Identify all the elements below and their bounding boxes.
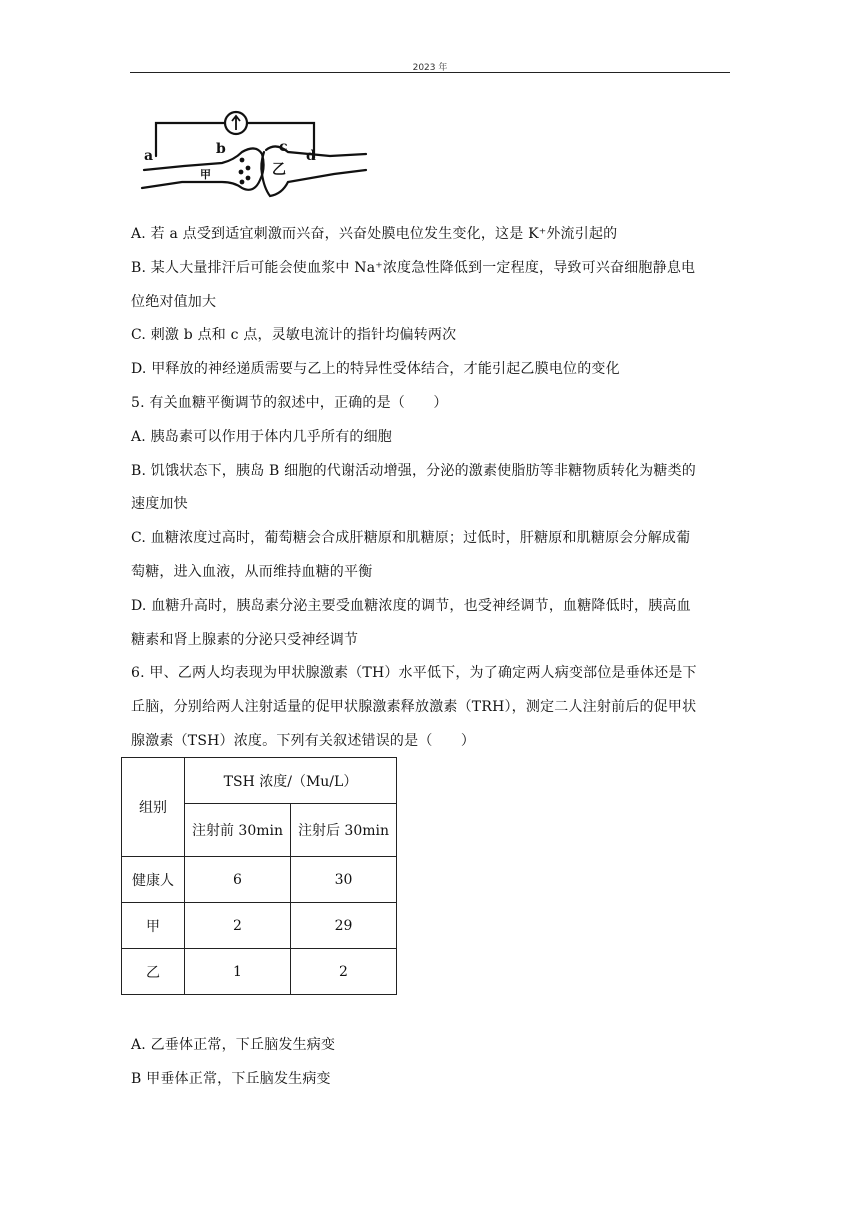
q5-option-a: A. 胰岛素可以作用于体内几乎所有的细胞 xyxy=(131,429,393,445)
q5-option-c-line2: 萄糖，进入血液，从而维持血糖的平衡 xyxy=(131,564,373,580)
q4-option-a: A. 若 a 点受到适宜刺激而兴奋，兴奋处膜电位发生变化，这是 K⁺外流引起的 xyxy=(131,226,618,242)
label-c: c xyxy=(279,139,288,155)
cell-group: 健康人 xyxy=(122,857,185,903)
q6-stem-line3: 腺激素（TSH）浓度。下列有关叙述错误的是（ ） xyxy=(131,733,476,749)
q4-option-b-line2: 位绝对值加大 xyxy=(131,294,217,310)
page-header-year: 2023 年 xyxy=(412,63,448,73)
header-after: 注射后 30min xyxy=(291,804,397,857)
header-before: 注射前 30min xyxy=(185,804,291,857)
q6-option-b: B 甲垂体正常，下丘脑发生病变 xyxy=(131,1071,331,1087)
q5-option-b-line1: B. 饥饿状态下，胰岛 B 细胞的代谢活动增强，分泌的激素使脂肪等非糖物质转化为糖类的 xyxy=(131,463,696,479)
galvanometer-wire-left xyxy=(156,123,224,156)
q4-option-b-line1: B. 某人大量排汗后可能会使血浆中 Na⁺浓度急性降低到一定程度，导致可兴奋细胞静息电 xyxy=(131,260,696,276)
cell-before: 2 xyxy=(185,903,291,949)
synaptic-vesicles xyxy=(239,158,251,185)
q5-option-d-line1: D. 血糖升高时，胰岛素分泌主要受血糖浓度的调节，也受神经调节，血糖降低时，胰高血 xyxy=(131,598,691,614)
header-divider xyxy=(130,72,730,73)
galvanometer-arrow xyxy=(232,116,240,130)
cell-group: 乙 xyxy=(122,949,185,995)
label-yi: 乙 xyxy=(272,162,286,178)
label-d: d xyxy=(306,148,316,164)
header-tsh-concentration: TSH 浓度/（Mu/L） xyxy=(185,758,397,804)
cell-group: 甲 xyxy=(122,903,185,949)
q4-option-d: D. 甲释放的神经递质需要与乙上的特异性受体结合，才能引起乙膜电位的变化 xyxy=(131,361,620,377)
neuron-synapse-diagram xyxy=(138,108,378,200)
q6-stem-line1: 6. 甲、乙两人均表现为甲状腺激素（TH）水平低下，为了确定两人病变部位是垂体还是下 xyxy=(131,665,697,681)
q4-option-c: C. 刺激 b 点和 c 点，灵敏电流计的指针均偏转两次 xyxy=(131,327,457,343)
q5-option-d-line2: 糖素和肾上腺素的分泌只受神经调节 xyxy=(131,632,359,648)
cell-after: 2 xyxy=(291,949,397,995)
q5-stem: 5. 有关血糖平衡调节的叙述中，正确的是（ ） xyxy=(131,395,448,411)
q5-option-b-line2: 速度加快 xyxy=(131,496,188,512)
label-a: a xyxy=(144,148,154,164)
q6-stem-line2: 丘脑，分别给两人注射适量的促甲状腺激素释放激素（TRH），测定二人注射前后的促甲状 xyxy=(131,699,697,715)
label-b: b xyxy=(216,141,226,157)
tsh-table xyxy=(121,757,397,995)
cell-after: 30 xyxy=(291,857,397,903)
table-row xyxy=(122,903,397,949)
q6-option-a: A. 乙垂体正常，下丘脑发生病变 xyxy=(131,1037,336,1053)
label-jia: 甲 xyxy=(200,168,211,181)
cell-after: 29 xyxy=(291,903,397,949)
cell-before: 6 xyxy=(185,857,291,903)
cell-before: 1 xyxy=(185,949,291,995)
table-row xyxy=(122,857,397,903)
table-row xyxy=(122,949,397,995)
header-group: 组别 xyxy=(122,758,185,857)
q5-option-c-line1: C. 血糖浓度过高时，葡萄糖会合成肝糖原和肌糖原；过低时，肝糖原和肌糖原会分解成葡 xyxy=(131,530,691,546)
